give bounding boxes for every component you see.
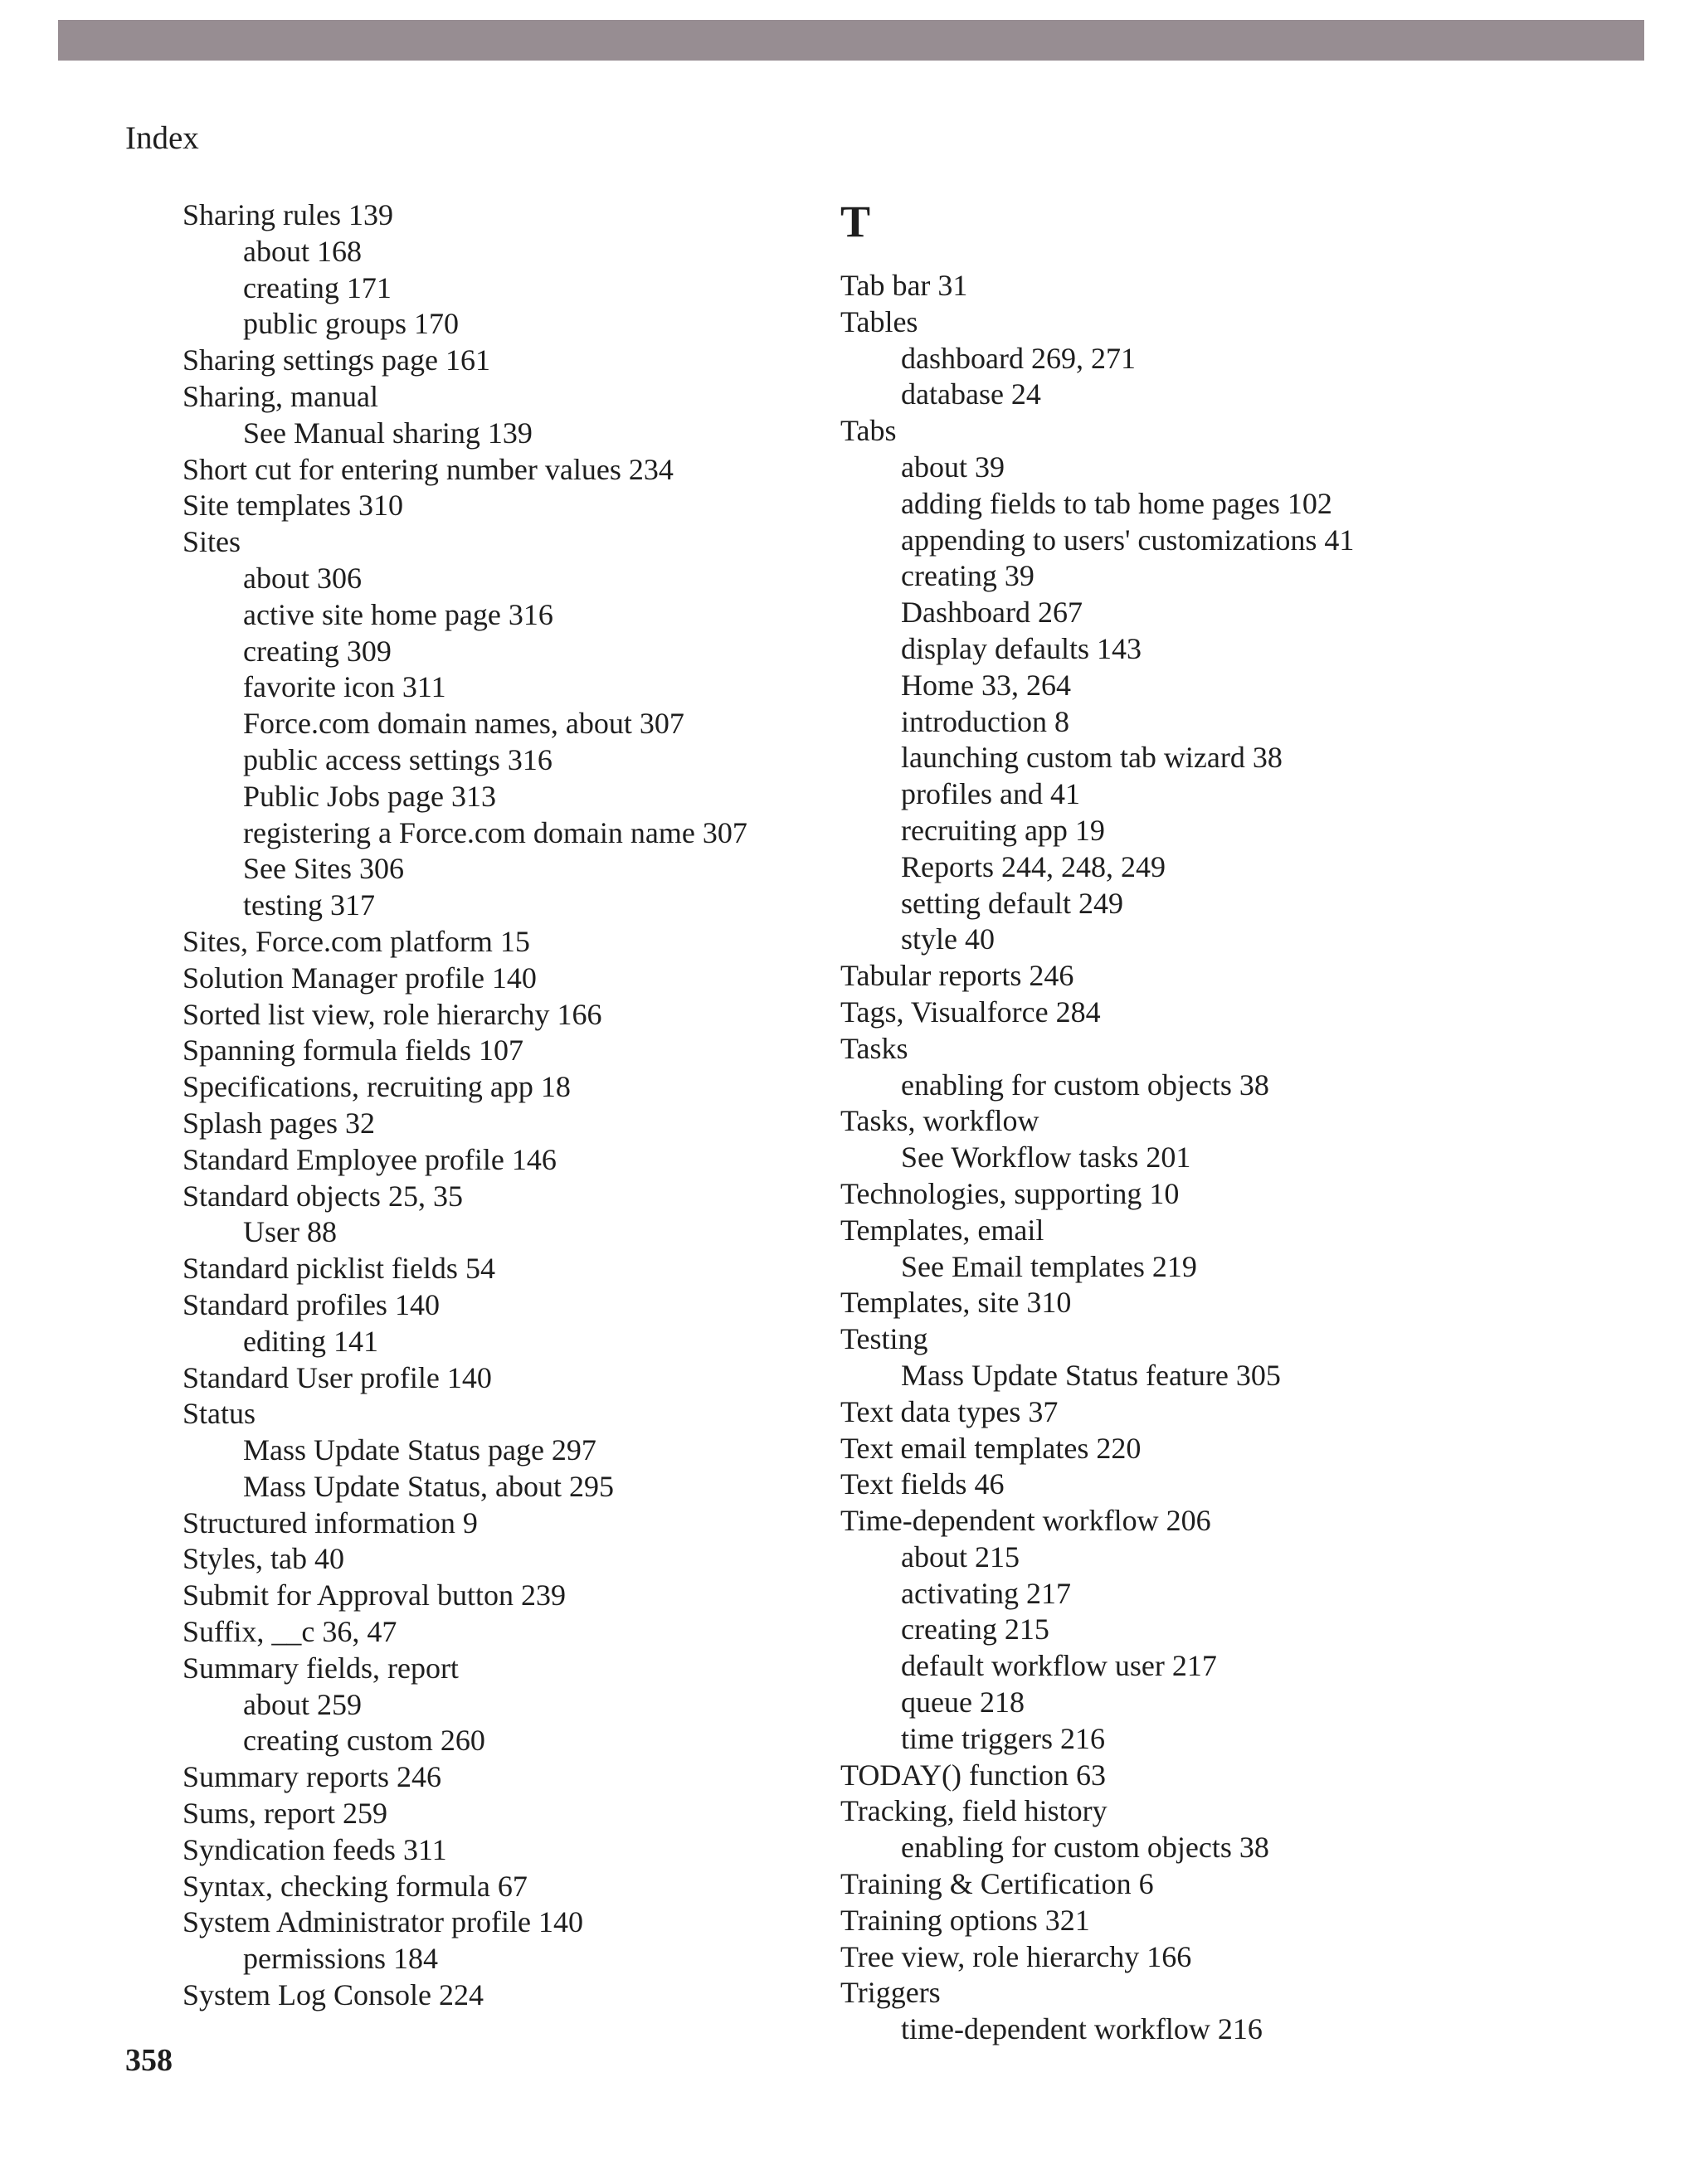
index-entry: Tracking, field history <box>840 1794 1108 1828</box>
index-subentry: creating 39 <box>901 559 1034 593</box>
index-subentry: display defaults 143 <box>901 631 1142 665</box>
header-bar <box>58 20 1644 61</box>
index-entry: Tree view, role hierarchy 166 <box>840 1939 1192 1973</box>
index-entry: Short cut for entering number values 234 <box>183 452 674 486</box>
index-entry: Sharing settings page 161 <box>183 343 490 377</box>
index-entry: Testing <box>840 1322 928 1356</box>
index-subentry: queue 218 <box>901 1685 1025 1719</box>
index-entry: Tasks <box>840 1031 908 1065</box>
index-subentry: Public Jobs page 313 <box>243 779 496 813</box>
index-entry: Training & Certification 6 <box>840 1867 1154 1901</box>
index-entry: Spanning formula fields 107 <box>183 1034 523 1068</box>
index-entry: Suffix, __c 36, 47 <box>183 1615 397 1649</box>
running-head: Index <box>125 120 199 156</box>
index-entry: Standard objects 25, 35 <box>183 1179 463 1213</box>
index-entry: Triggers <box>840 1976 941 2010</box>
index-subentry: creating 215 <box>901 1612 1049 1647</box>
index-subentry: favorite icon 311 <box>243 670 446 704</box>
index-subentry: active site home page 316 <box>243 597 553 631</box>
index-subentry: profiles and 41 <box>901 777 1080 811</box>
index-entry: Tabs <box>840 414 897 448</box>
index-subentry: appending to users' customizations 41 <box>901 523 1355 557</box>
index-entry: Tables <box>840 304 918 338</box>
index-entry: Submit for Approval button 239 <box>183 1578 566 1612</box>
index-subentry: testing 317 <box>243 888 375 922</box>
index-entry: Sorted list view, role hierarchy 166 <box>183 997 602 1031</box>
index-subentry: See Manual sharing 139 <box>243 416 533 450</box>
index-entry: Sharing rules 139 <box>183 198 393 231</box>
index-subentry: editing 141 <box>243 1324 378 1358</box>
index-entry: Text fields 46 <box>840 1467 1005 1501</box>
index-entry: TODAY() function 63 <box>840 1758 1106 1792</box>
index-entry: Tabular reports 246 <box>840 959 1074 993</box>
index-subentry: permissions 184 <box>243 1942 439 1976</box>
index-entry: Site templates 310 <box>183 489 403 523</box>
index-subentry: Home 33, 264 <box>901 668 1071 702</box>
index-entry: Solution Manager profile 140 <box>183 961 537 995</box>
index-entry: Standard picklist fields 54 <box>183 1252 495 1286</box>
index-subentry: See Sites 306 <box>243 852 404 886</box>
index-subentry: about 39 <box>901 450 1005 484</box>
index-entry: Sums, report 259 <box>183 1797 387 1831</box>
index-entry: Sharing, manual <box>183 379 378 413</box>
index-subentry: Mass Update Status feature 305 <box>901 1358 1281 1392</box>
index-subentry: Force.com domain names, about 307 <box>243 707 684 741</box>
index-entry: System Log Console 224 <box>183 1978 484 2012</box>
index-subentry: database 24 <box>901 377 1041 411</box>
index-entry: Structured information 9 <box>183 1505 478 1540</box>
index-subentry: about 306 <box>243 561 362 595</box>
index-subentry: Dashboard 267 <box>901 596 1083 630</box>
index-subentry: See Workflow tasks 201 <box>901 1141 1191 1175</box>
index-subentry: public access settings 316 <box>243 742 553 776</box>
index-subentry: creating custom 260 <box>243 1724 485 1758</box>
index-entry: Templates, email <box>840 1213 1044 1247</box>
index-entry: Tab bar 31 <box>840 269 968 302</box>
index-entry: Summary reports 246 <box>183 1760 441 1794</box>
page-number: 358 <box>125 2043 173 2078</box>
index-subentry: setting default 249 <box>901 886 1123 920</box>
index-entry: Time-dependent workflow 206 <box>840 1504 1211 1538</box>
index-subentry: about 215 <box>901 1540 1020 1574</box>
index-subentry: creating 309 <box>243 634 392 668</box>
index-subentry: about 168 <box>243 234 362 268</box>
index-subentry: style 40 <box>901 922 995 956</box>
index-entry: Training options 321 <box>840 1903 1090 1937</box>
section-letter: T <box>840 197 871 246</box>
index-entry: Tags, Visualforce 284 <box>840 995 1101 1029</box>
index-entry: Styles, tab 40 <box>183 1542 344 1576</box>
index-entry: Templates, site 310 <box>840 1286 1072 1320</box>
index-entry: Sites, Force.com platform 15 <box>183 924 530 958</box>
index-entry: Text email templates 220 <box>840 1431 1142 1465</box>
index-subentry: launching custom tab wizard 38 <box>901 741 1283 775</box>
index-entry: Summary fields, report <box>183 1651 459 1685</box>
index-subentry: See Email templates 219 <box>901 1249 1197 1283</box>
index-entry: Splash pages 32 <box>183 1106 375 1140</box>
index-column-right <box>840 196 1354 2048</box>
index-subentry: Mass Update Status page 297 <box>243 1433 596 1467</box>
index-entry: Text data types 37 <box>840 1394 1059 1428</box>
index-subentry: User 88 <box>243 1215 337 1249</box>
index-subentry: introduction 8 <box>901 704 1069 738</box>
index-subentry: creating 171 <box>243 270 392 304</box>
index-entry: Syntax, checking formula 67 <box>183 1869 528 1903</box>
index-entry: Specifications, recruiting app 18 <box>183 1070 571 1104</box>
index-subentry: enabling for custom objects 38 <box>901 1068 1269 1102</box>
index-entry: Standard User profile 140 <box>183 1360 492 1394</box>
index-subentry: Reports 244, 248, 249 <box>901 849 1166 883</box>
index-subentry: public groups 170 <box>243 307 459 341</box>
index-entries-right <box>840 268 1354 2048</box>
index-entry: Tasks, workflow <box>840 1104 1039 1138</box>
index-subentry: about 259 <box>243 1687 362 1721</box>
index-entry: System Administrator profile 140 <box>183 1905 583 1939</box>
index-subentry: adding fields to tab home pages 102 <box>901 486 1332 520</box>
index-entry: Standard Employee profile 146 <box>183 1142 557 1176</box>
index-subentry: Mass Update Status, about 295 <box>243 1469 614 1503</box>
index-entry: Sites <box>183 525 241 559</box>
index-subentry: dashboard 269, 271 <box>901 341 1136 375</box>
index-subentry: registering a Force.com domain name 307 <box>243 815 747 849</box>
index-subentry: time-dependent workflow 216 <box>901 2012 1263 2046</box>
index-subentry: time triggers 216 <box>901 1721 1105 1755</box>
index-entry: Status <box>183 1397 256 1431</box>
index-subentry: enabling for custom objects 38 <box>901 1831 1269 1865</box>
index-entry: Technologies, supporting 10 <box>840 1176 1180 1210</box>
index-entry: Standard profiles 140 <box>183 1287 440 1321</box>
index-subentry: activating 217 <box>901 1576 1071 1610</box>
index-column-left <box>183 197 747 2014</box>
index-subentry: default workflow user 217 <box>901 1649 1217 1683</box>
index-subentry: recruiting app 19 <box>901 813 1105 847</box>
index-entry: Syndication feeds 311 <box>183 1832 447 1866</box>
